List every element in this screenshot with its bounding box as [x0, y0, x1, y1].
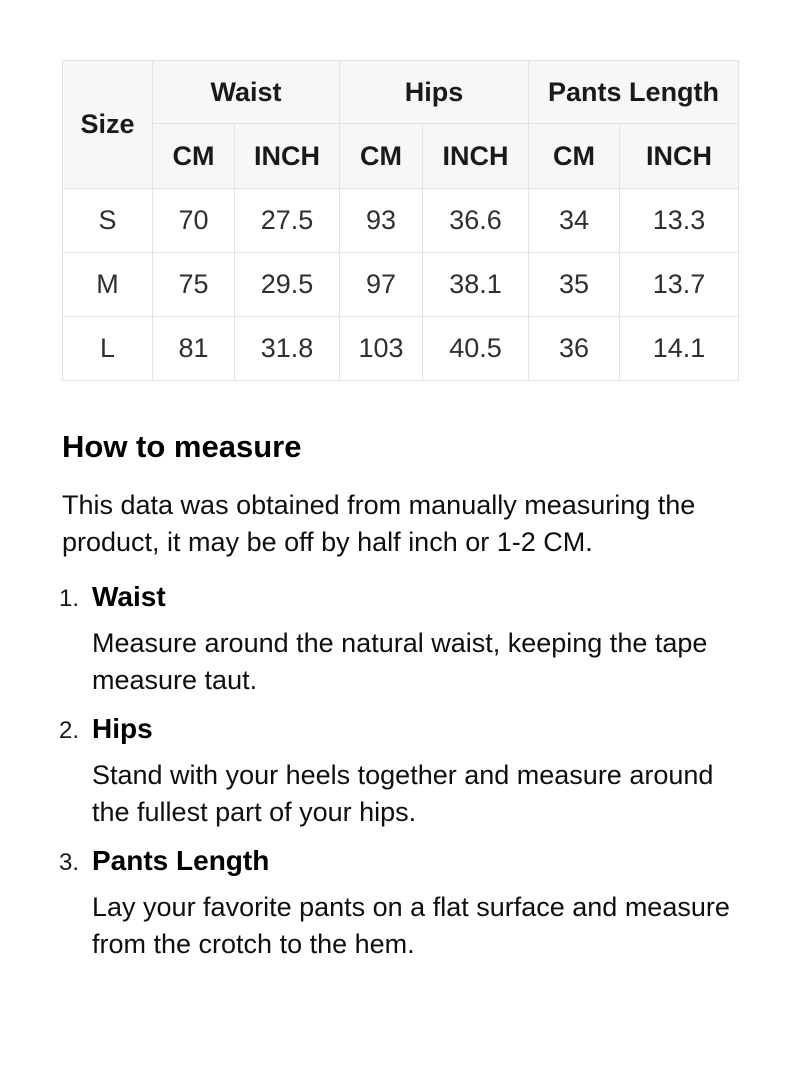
col-group-pants-length: Pants Length — [529, 61, 739, 124]
item-description: Measure around the natural waist, keeping the tape measure taut. — [92, 628, 708, 695]
col-header-size: Size — [63, 61, 153, 189]
measure-item-head — [59, 578, 738, 615]
item-title: Waist — [92, 581, 166, 612]
unit-header-hips-cm: CM — [340, 124, 423, 189]
value-cell: 75 — [153, 253, 235, 317]
item-title: Pants Length — [92, 845, 270, 876]
table-row-l — [63, 317, 739, 381]
value-cell: 103 — [340, 317, 423, 381]
measure-item-hips — [59, 710, 738, 831]
table-header-group-row — [63, 61, 739, 124]
measure-item-head — [59, 842, 738, 879]
how-to-measure-heading: How to measure — [62, 429, 302, 464]
value-cell: 93 — [340, 189, 423, 253]
table-row-s — [63, 189, 739, 253]
item-description: Lay your favorite pants on a flat surface and measure from the crotch to the hem. — [92, 892, 730, 959]
item-number: 2. — [59, 717, 80, 744]
item-number: 3. — [59, 849, 80, 876]
measure-item-waist — [59, 578, 738, 699]
measure-item-head — [59, 710, 738, 747]
value-cell: 27.5 — [235, 189, 340, 253]
value-cell: 81 — [153, 317, 235, 381]
value-cell: 31.8 — [235, 317, 340, 381]
value-cell: 35 — [529, 253, 620, 317]
size-cell: M — [63, 253, 153, 317]
value-cell: 34 — [529, 189, 620, 253]
value-cell: 70 — [153, 189, 235, 253]
value-cell: 13.7 — [620, 253, 739, 317]
value-cell: 40.5 — [423, 317, 529, 381]
value-cell: 36.6 — [423, 189, 529, 253]
size-chart-table — [62, 60, 739, 381]
value-cell: 36 — [529, 317, 620, 381]
size-cell: S — [63, 189, 153, 253]
table-header-unit-row — [63, 124, 739, 189]
unit-header-pants-cm: CM — [529, 124, 620, 189]
value-cell: 13.3 — [620, 189, 739, 253]
value-cell: 14.1 — [620, 317, 739, 381]
value-cell: 38.1 — [423, 253, 529, 317]
unit-header-waist-cm: CM — [153, 124, 235, 189]
col-group-hips: Hips — [340, 61, 529, 124]
value-cell: 29.5 — [235, 253, 340, 317]
unit-header-pants-inch: INCH — [620, 124, 739, 189]
table-row-m — [63, 253, 739, 317]
item-description: Stand with your heels together and measure around the fullest part of your hips. — [92, 760, 714, 827]
item-number: 1. — [59, 585, 80, 612]
unit-header-waist-inch: INCH — [235, 124, 340, 189]
measure-intro-text: This data was obtained from manually measuring the product, it may be off by half inch or 1-2 CM. — [62, 490, 696, 557]
size-cell: L — [63, 317, 153, 381]
col-group-waist: Waist — [153, 61, 340, 124]
item-title: Hips — [92, 713, 153, 744]
value-cell: 97 — [340, 253, 423, 317]
measure-item-pants-length — [59, 842, 738, 963]
unit-header-hips-inch: INCH — [423, 124, 529, 189]
